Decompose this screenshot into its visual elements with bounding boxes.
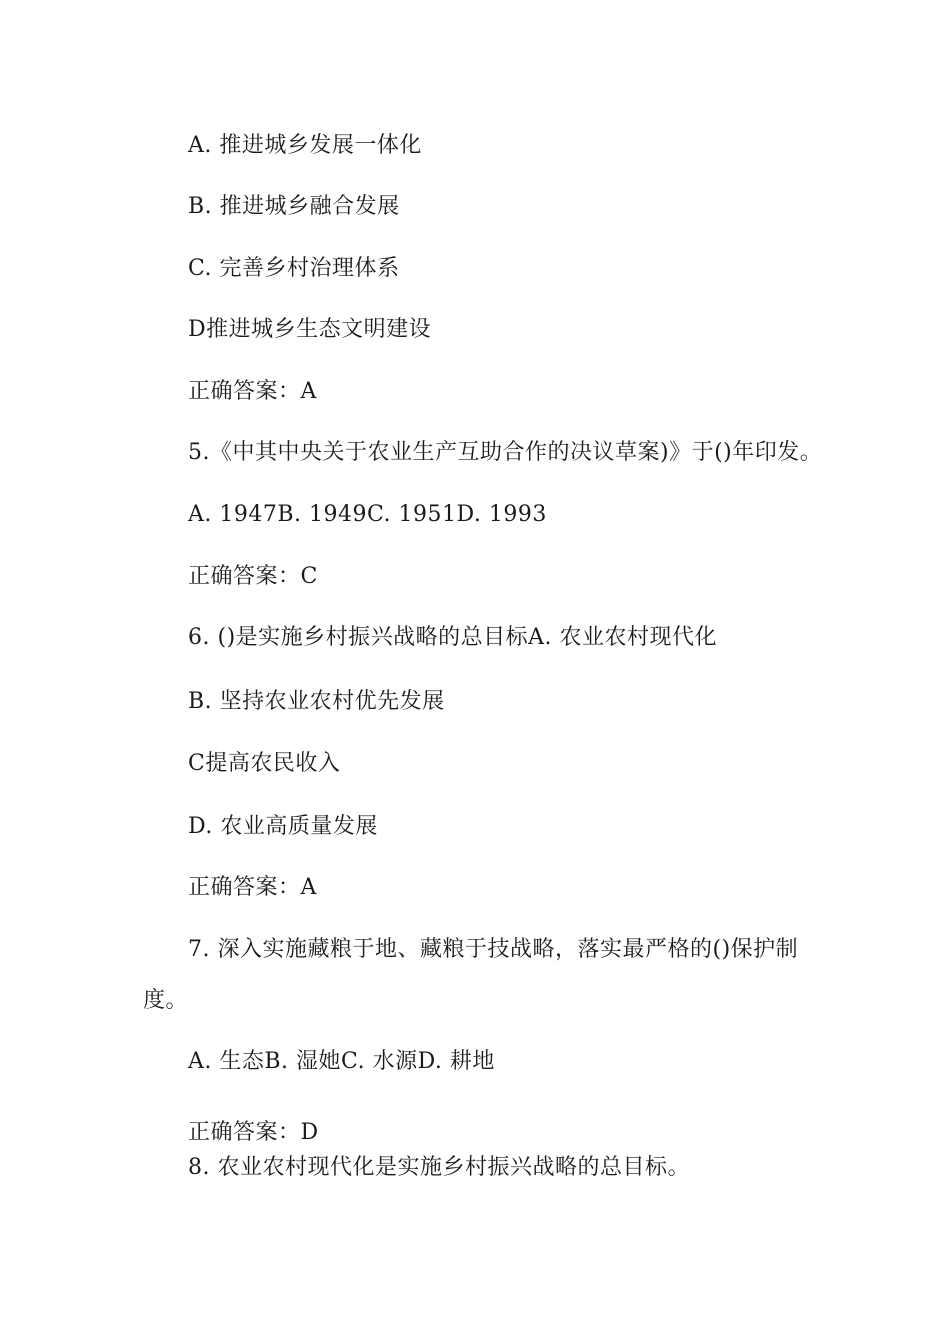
q5-options: A. 1947B. 1949C. 1951D. 1993 xyxy=(188,502,547,527)
q5-question: 5.《中其中央关于农业生产互助合作的决议草案)》于()年印发。 xyxy=(188,440,823,465)
q4-answer: 正确答案：A xyxy=(188,379,317,404)
q7-question: 7. 深入实施藏粮于地、藏粮于技战略，落实最严格的()保护制 xyxy=(188,937,799,962)
q7-options: A. 生态B. 湿她C. 水源D. 耕地 xyxy=(188,1049,495,1074)
q8-statement: 8. 农业农村现代化是实施乡村振兴战略的总目标。 xyxy=(188,1155,690,1180)
q6-option-b: B. 坚持农业农村优先发展 xyxy=(188,689,445,714)
q5-answer: 正确答案：C xyxy=(188,564,318,589)
q6-option-d: D. 农业高质量发展 xyxy=(188,814,378,839)
q7-answer: 正确答案：D xyxy=(188,1120,319,1145)
q4-option-d: D推进城乡生态文明建设 xyxy=(188,317,432,342)
q4-option-b: B. 推进城乡融合发展 xyxy=(188,194,400,219)
q7-question-continued: 度。 xyxy=(143,988,189,1013)
q4-option-a: A. 推进城乡发展一体化 xyxy=(188,133,422,158)
q6-answer: 正确答案：A xyxy=(188,875,317,900)
q4-option-c: C. 完善乡村治理体系 xyxy=(188,256,400,281)
q6-option-c: C提高农民收入 xyxy=(188,751,341,776)
q6-question: 6. ()是实施乡村振兴战略的总目标A. 农业农村现代化 xyxy=(188,625,718,650)
